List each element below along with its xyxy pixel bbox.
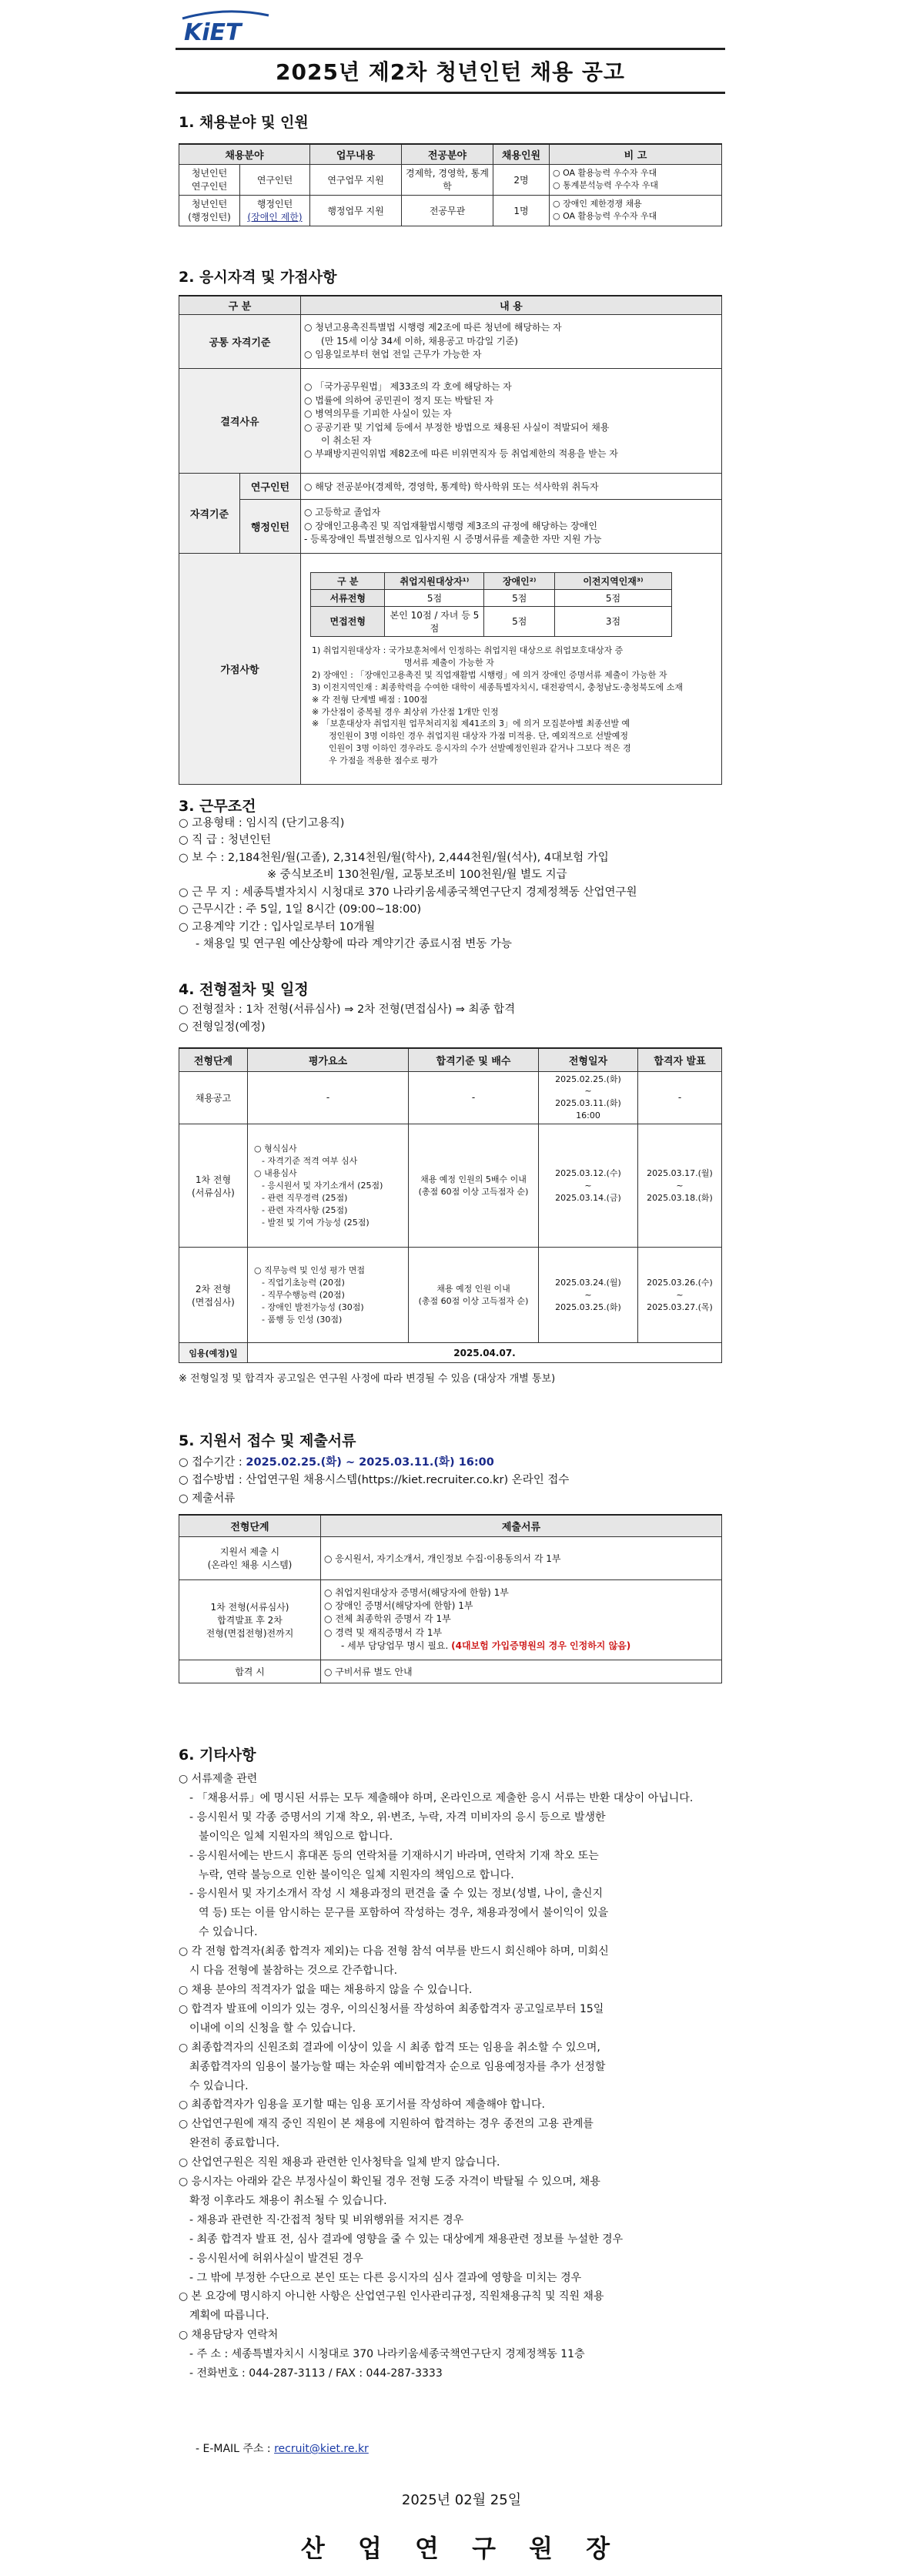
other-matter-line: 수 있습니다. [199, 1926, 258, 1939]
th-content: 내 용 [301, 296, 722, 315]
logo-text: KiET [184, 19, 242, 45]
email-label: - E-MAIL 주소 : [196, 2443, 275, 2455]
other-matter-line: 불이익은 일체 지원자의 책임으로 합니다. [199, 1830, 393, 1843]
major-cell: 전공무관 [402, 195, 493, 226]
bonus-score-table [310, 572, 672, 637]
schedule-note: ※ 전형일정 및 합격자 공고일은 연구원 사정에 따라 변경될 수 있음 (대상자 개별 통보) [179, 1373, 556, 1385]
text-line: - 직업기초능력 (20점) [262, 1277, 345, 1288]
text-line: ※ 「보훈대상자 취업지원 업무처리지침 제41조의 3」에 의거 모집분야별 최종선발 예 [312, 719, 630, 729]
text-line: ○ 법률에 의하여 공민권이 정지 또는 박탈된 자 [304, 394, 493, 406]
text-line: ○ 근 무 지 : 세종특별자치시 시청대로 370 나라키움세종국책연구단지 경제정책동 산업연구원 [179, 886, 637, 899]
other-matter-line: ○ 채용 분야의 적격자가 없을 때는 채용하지 않을 수 있습니다. [179, 1983, 473, 1996]
work-cell: 행정업무 지원 [310, 195, 402, 226]
qual-criteria-label: 자격기준 [179, 474, 240, 554]
qual-research-content: ○ 해당 전공분야(경제학, 경영학, 통계학) 학사학위 또는 석사학위 취득자 [301, 474, 722, 500]
text-line: ※ 가산점이 중복될 경우 최상위 가산점 1개만 인정 [312, 706, 499, 717]
other-matter-line: ○ 서류제출 관련 [179, 1773, 258, 1785]
text-line: - 장애인 발전가능성 (30점) [262, 1301, 364, 1312]
text-line: 2025.03.27.(목) [647, 1301, 713, 1312]
bonus-row-label: 면접전형 [311, 606, 385, 636]
th-field: 채용분야 [179, 144, 310, 164]
common-qual-label: 공통 자격기준 [179, 315, 301, 369]
disability-limit-note: (장애인 제한) [247, 212, 303, 223]
section-2-heading: 2. 응시자격 및 가점사항 [179, 269, 337, 286]
text-line: ○ 전형절차 : 1차 전형(서류심사) ⇒ 2차 전형(면접심사) ⇒ 최종 합격 [179, 1003, 516, 1016]
th-doc-stage: 전형단계 [179, 1515, 321, 1536]
notice-title-box [176, 48, 725, 94]
th-work: 업무내용 [310, 144, 402, 164]
disqualification-content [301, 369, 722, 474]
text-line: ~ [676, 1289, 684, 1300]
other-matter-line: 누락, 연락 불능으로 인한 불이익은 일체 지원자의 책임으로 합니다. [199, 1868, 514, 1881]
criteria-cell [409, 1124, 539, 1248]
text-line: 채용 예정 인원 이내 [436, 1283, 510, 1294]
text-line: 채용 예정 인원의 5배수 이내 [420, 1174, 527, 1184]
application-info [179, 1454, 733, 1508]
text-line: ○ 공공기관 및 기업체 등에서 부정한 방법으로 채용된 사실이 적발되어 채용 [304, 421, 610, 433]
other-matter-line: - 응시원서 및 자기소개서 작성 시 채용과정의 편견을 줄 수 있는 정보(성별, 나이, 출신지 [189, 1888, 604, 1901]
appoint-label: 임용(예정)일 [179, 1343, 248, 1363]
text-line: - 자격기준 적격 여부 심사 [262, 1155, 358, 1166]
text-line: ○ 전형일정(예정) [179, 1021, 266, 1034]
other-matter-line: - 「채용서류」에 명시된 서류는 모두 제출해야 하며, 온라인으로 제출한 응시 서류는 반환 대상이 아닙니다. [189, 1791, 694, 1804]
text-line: 명서류 제출이 가능한 자 [404, 657, 494, 668]
other-matter-line: ○ 산업연구원은 직원 채용과 관련한 인사청탁을 일체 받지 않습니다. [179, 2156, 500, 2169]
doc-list-cell [321, 1579, 722, 1660]
stage-cell: 2차 전형 (면접심사) [179, 1248, 248, 1343]
doc-stage-cell: 지원서 제출 시 (온라인 채용 시스템) [179, 1536, 321, 1579]
text-line: (만 15세 이상 34세 이하, 채용공고 마감일 기준) [321, 335, 518, 347]
text-line: ○ 청년고용촉진특별법 시행령 제2조에 따른 청년에 해당하는 자 [304, 322, 562, 333]
other-matter-line: 계획에 따릅니다. [189, 2310, 269, 2323]
text-line: ※ 중식보조비 130천원/월, 교통보조비 100천원/월 별도 지급 [267, 869, 567, 882]
text-line: ○ 부패방지권익위법 제82조에 따른 비위면직자 등 취업제한의 적용을 받는 자 [304, 448, 618, 460]
appoint-date: 2025.04.07. [248, 1343, 722, 1363]
th-notes: 비 고 [550, 144, 722, 164]
other-matter-line: ○ 최종합격자의 신원조회 결과에 이상이 있을 시 최종 합격 또는 임용을 취소할 수 있으며, [179, 2041, 600, 2054]
other-matter-line: 수 있습니다. [189, 2079, 249, 2092]
eval-cell: - [248, 1071, 409, 1124]
text-line: ○ 고등학교 졸업자 [304, 507, 381, 518]
text-line: 3) 이전지역인재 : 최종학력을 수여한 대학이 세종특별자치시, 대전광역시, 충청남도·충청북도에 소재 [312, 682, 683, 692]
other-matter-line: ○ 응시자는 아래와 같은 부정사실이 확인될 경우 전형 도중 자격이 박탈될 수 있으며, 채용 [179, 2176, 600, 2189]
bonus-th: 취업지원대상자¹⁾ [385, 572, 484, 589]
text-line: 정인원이 3명 이하인 경우 취업지원 대상자 가점 미적용. 단, 예외적으로 선발예정 [329, 731, 628, 742]
text-line: ○ 임용일로부터 현업 전일 근무가 가능한 자 [304, 349, 482, 360]
other-matter-line: ○ 최종합격자가 임용을 포기할 때는 임용 포기서를 작성하여 제출해야 합니다. [179, 2099, 545, 2112]
common-qual-content [301, 315, 722, 369]
major-cell: 경제학, 경영학, 통계학 [402, 164, 493, 195]
qual-admin-content [301, 500, 722, 554]
qual-research-label: 연구인턴 [240, 474, 301, 500]
announce-cell [638, 1124, 722, 1248]
text-line: 2025.03.24.(월) [555, 1277, 621, 1288]
period-label: ○ 접수기간 : [179, 1456, 246, 1469]
note-line: ○ 통계분석능력 우수자 우대 [553, 180, 658, 190]
text-line: ※ 각 전형 단계별 배점 : 100점 [312, 694, 428, 705]
field-cell: 청년인턴 연구인턴 [179, 164, 240, 195]
text-line: (총점 60점 이상 고득점자 순) [418, 1295, 529, 1306]
text-line: ~ [584, 1180, 592, 1191]
schedule-table [179, 1047, 722, 1363]
other-matter-line: - 그 밖에 부정한 수단으로 본인 또는 다른 응시자의 심사 결과에 영향을 미치는 경우 [189, 2271, 582, 2284]
text-line: (총점 60점 이상 고득점자 순) [418, 1186, 529, 1197]
period-value: 2025.02.25.(화) ~ 2025.03.11.(화) 16:00 [246, 1456, 494, 1469]
kiet-logo [179, 8, 272, 45]
notice-date: 2025년 02월 25일 [401, 2492, 522, 2508]
text-line: 2025.03.17.(월) [647, 1167, 713, 1178]
text-line: ○ 고용형태 : 임시직 (단기고용직) [179, 817, 345, 829]
text-line: - 채용일 및 연구원 예산상황에 따라 계약기간 종료시점 변동 가능 [196, 938, 512, 951]
text-line: ○ 병역의무를 기피한 사실이 있는 자 [304, 408, 452, 420]
section-5-heading: 5. 지원서 접수 및 제출서류 [179, 1432, 356, 1449]
bonus-value: 5점 [484, 606, 554, 636]
text-line: 2025.02.25.(화) [555, 1074, 621, 1084]
bonus-label: 가점사항 [179, 554, 301, 785]
doc-stage-cell: 합격 시 [179, 1660, 321, 1683]
sub-field-cell [240, 195, 310, 226]
work-conditions [179, 815, 733, 953]
other-matter-line: 확정 이후라도 채용이 취소될 수 있습니다. [189, 2194, 387, 2207]
note-line: ○ OA 활용능력 우수자 우대 [553, 211, 657, 221]
text-line: ○ 보 수 : 2,184천원/월(고졸), 2,314천원/월(학사), 2,444천원/월(석사), 4대보험 가입 [179, 851, 609, 864]
bonus-notes [304, 641, 718, 769]
text-line: - 직무수행능력 (20점) [262, 1289, 345, 1300]
note-line: ○ OA 활용능력 우수자 우대 [553, 168, 657, 179]
other-matters [179, 1770, 737, 2383]
detail-text: - 세부 담당업무 명시 필요. [341, 1640, 452, 1652]
bonus-value: 본인 10점 / 자녀 등 5점 [385, 606, 484, 636]
other-matter-line: 최종합격자의 임용이 불가능할 때는 차순위 예비합격자 순으로 임용예정자를 추가 선정할 [189, 2060, 606, 2073]
docs-line: ○ 제출서류 [179, 1492, 236, 1505]
text-line: ○ 취업지원대상자 증명서(해당자에 한함) 1부 [324, 1586, 509, 1598]
text-line: ○ 내용심사 [254, 1167, 297, 1178]
text-line: 2025.03.26.(수) [647, 1277, 713, 1288]
bonus-th: 장애인²⁾ [484, 572, 554, 589]
other-matter-line: ○ 본 요강에 명시하지 아니한 사항은 산업연구원 인사관리규정, 직원채용규칙 및 직원 채용 [179, 2290, 604, 2303]
stage-cell: 1차 전형 (서류심사) [179, 1124, 248, 1248]
doc-list-cell: ○ 응시원서, 자기소개서, 개인정보 수집·이용동의서 각 1부 [321, 1536, 722, 1579]
other-matter-line: - 전화번호 : 044-287-3113 / FAX : 044-287-3333 [189, 2367, 443, 2380]
bonus-value: 5점 [554, 589, 671, 606]
stage-cell: 채용공고 [179, 1071, 248, 1124]
bonus-th: 이전지역인재³⁾ [554, 572, 671, 589]
date-cell [539, 1071, 638, 1124]
other-matter-line: 완전히 종료합니다. [189, 2137, 280, 2150]
text-line: 1) 취업지원대상자 : 국가보훈처에서 인정하는 취업지원 대상으로 취업보호대상자 증 [312, 645, 624, 655]
other-matter-line: - 응시원서에는 반드시 휴대폰 등의 연락처를 기재하시기 바라며, 연락처 기재 착오 또는 [189, 1849, 599, 1862]
text-line: ~ [584, 1086, 592, 1097]
period-line [179, 1454, 733, 1472]
text-line: - 관련 자격사항 (25점) [262, 1204, 348, 1215]
text-line [324, 1640, 718, 1653]
bonus-value: 5점 [385, 589, 484, 606]
text-line: ○ 직무능력 및 인성 평가 면접 [254, 1265, 365, 1275]
method-line: ○ 접수방법 : 산업연구원 채용시스템(https://kiet.recruiter.co.kr) 온라인 접수 [179, 1474, 570, 1487]
bonus-value: 5점 [484, 589, 554, 606]
text-line: ○ 근무시간 : 주 5일, 1일 8시간 (09:00~18:00) [179, 903, 422, 916]
th-category: 구 분 [179, 296, 301, 315]
other-matter-line: ○ 산업연구원에 재직 중인 직원이 본 채용에 지원하여 합격하는 경우 종전의 고용 관계를 [179, 2118, 594, 2131]
other-matter-line: - 응시원서 및 각종 증명서의 기재 착오, 위·변조, 누락, 자격 미비자의 응시 등으로 발생한 [189, 1811, 606, 1824]
doc-stage-cell: 1차 전형(서류심사) 합격발표 후 2차 전형(면접전형)전까지 [179, 1579, 321, 1660]
notes-cell [550, 195, 722, 226]
text-line: 2025.03.18.(화) [647, 1192, 713, 1203]
criteria-cell: - [409, 1071, 539, 1124]
documents-table [179, 1514, 722, 1683]
section-3-heading: 3. 근무조건 [179, 798, 256, 815]
text-line: 인원이 3명 이하인 경우라도 응시자의 수가 선발예정인원과 같거나 그보다 적은 경 [329, 743, 631, 754]
qualification-table [179, 295, 722, 785]
text-line: 이 취소된 자 [321, 434, 372, 446]
text-line: 2025.03.14.(금) [555, 1192, 621, 1203]
section-1-heading: 1. 채용분야 및 인원 [179, 114, 309, 131]
text-line: 2025.03.25.(화) [555, 1301, 621, 1312]
other-matter-line: ○ 채용담당자 연락처 [179, 2329, 279, 2342]
text-line: ○ 고용계약 기간 : 입사일로부터 10개월 [179, 920, 376, 933]
text-line: ○ 직 급 : 청년인턴 [179, 834, 272, 847]
other-matter-line: 역 등) 또는 이를 암시하는 문구를 포함하여 작성하는 경우, 채용과정에서 불이익이 있을 [199, 1907, 609, 1920]
other-matter-line: - 응시원서에 허위사실이 발견된 경우 [189, 2252, 363, 2265]
bonus-row-label: 서류전형 [311, 589, 385, 606]
process-intro [179, 1001, 733, 1037]
th-date: 전형일자 [539, 1048, 638, 1071]
text-line: 2025.03.11.(화) 16:00 [555, 1098, 621, 1121]
date-cell [539, 1124, 638, 1248]
date-cell [539, 1248, 638, 1343]
text-line: ~ [676, 1180, 684, 1191]
issuer-signature: 산 업 연 구 원 장 [300, 2534, 623, 2563]
text-line: ○ 장애인고용촉진 및 직업재활법시행령 제3조의 규정에 해당하는 장애인 [304, 520, 597, 531]
email-line [196, 2440, 369, 2458]
text-line: - 발전 및 기여 가능성 (25점) [262, 1217, 370, 1228]
bonus-value: 3점 [554, 606, 671, 636]
text-line: 우 가점을 적용한 점수로 평가 [329, 755, 438, 766]
other-matter-line: 시 다음 전형에 불참하는 것으로 간주합니다. [189, 1965, 398, 1978]
email-link[interactable]: recruit@kiet.re.kr [274, 2443, 369, 2455]
text-line: - 관련 직무경력 (25점) [262, 1192, 348, 1203]
announce-cell: - [638, 1071, 722, 1124]
other-matter-line: 이내에 이의 신청을 할 수 있습니다. [189, 2022, 356, 2035]
criteria-cell [409, 1248, 539, 1343]
announce-cell [638, 1248, 722, 1343]
count-cell: 1명 [493, 195, 550, 226]
section-4-heading: 4. 전형절차 및 일정 [179, 981, 309, 998]
doc-list-cell: ○ 구비서류 별도 안내 [321, 1660, 722, 1683]
section-6-heading: 6. 기타사항 [179, 1747, 256, 1764]
th-criteria: 합격기준 및 배수 [409, 1048, 539, 1071]
note-line: ○ 장애인 제한경쟁 채용 [553, 199, 642, 209]
sub-field-cell: 연구인턴 [240, 164, 310, 195]
page-title: 2025년 제2차 청년인턴 채용 공고 [276, 59, 625, 85]
text-line: ○ 전체 최종학위 증명서 각 1부 [324, 1613, 451, 1625]
th-stage: 전형단계 [179, 1048, 248, 1071]
text-line: 2025.03.12.(수) [555, 1167, 621, 1178]
th-major: 전공분야 [402, 144, 493, 164]
other-matter-line: ○ 각 전형 합격자(최종 합격자 제외)는 다음 전형 참석 여부를 반드시 회신해야 하며, 미회신 [179, 1945, 609, 1958]
text-line: ○ 경력 및 재직증명서 각 1부 [324, 1626, 443, 1638]
text-line: 2) 장애인 : 「장애인고용촉진 및 직업재활법 시행령」에 의거 장애인 증명서류 제출이 가능한 자 [312, 669, 667, 680]
work-cell: 연구업무 지원 [310, 164, 402, 195]
eval-cell [248, 1124, 409, 1248]
other-matter-line: - 최종 합격자 발표 전, 심사 결과에 영향을 줄 수 있는 대상에게 채용관련 정보를 누설한 경우 [189, 2233, 624, 2246]
warning-text: (4대보험 가입증명원의 경우 인정하지 않음) [451, 1640, 631, 1652]
qual-admin-label: 행정인턴 [240, 500, 301, 554]
text-line: - 등록장애인 특별전형으로 입사지원 시 증명서류를 제출한 자만 지원 가능 [304, 534, 602, 545]
recruit-field-table [179, 143, 722, 226]
other-matter-line: - 채용과 관련한 직·간접적 청탁 및 비위행위를 저지른 경우 [189, 2213, 464, 2226]
eval-cell [248, 1248, 409, 1343]
other-matter-line: - 주 소 : 세종특별자치시 시청대로 370 나라키움세종국책연구단지 경제정책동 11층 [189, 2348, 585, 2361]
text-line: ○ 장애인 증명서(해당자에 한함) 1부 [324, 1600, 473, 1611]
bonus-th: 구 분 [311, 572, 385, 589]
text-line: ~ [584, 1289, 592, 1300]
disqualification-label: 결격사유 [179, 369, 301, 474]
count-cell: 2명 [493, 164, 550, 195]
notes-cell [550, 164, 722, 195]
sub-field-label: 행정인턴 [256, 199, 293, 209]
other-matter-line: ○ 합격자 발표에 이의가 있는 경우, 이의신청서를 작성하여 최종합격자 공고일로부터 15일 [179, 2002, 604, 2015]
field-cell: 청년인턴 (행정인턴) [179, 195, 240, 226]
text-line: - 응시원서 및 자기소개서 (25점) [262, 1180, 383, 1191]
text-line: ○ 「국가공무원법」 제33조의 각 호에 해당하는 자 [304, 381, 512, 393]
th-count: 채용인원 [493, 144, 550, 164]
th-eval: 평가요소 [248, 1048, 409, 1071]
th-announce: 합격자 발표 [638, 1048, 722, 1071]
bonus-content [301, 554, 722, 785]
th-doc-list: 제출서류 [321, 1515, 722, 1536]
text-line: - 품행 등 인성 (30점) [262, 1314, 343, 1325]
text-line: ○ 형식심사 [254, 1143, 297, 1154]
